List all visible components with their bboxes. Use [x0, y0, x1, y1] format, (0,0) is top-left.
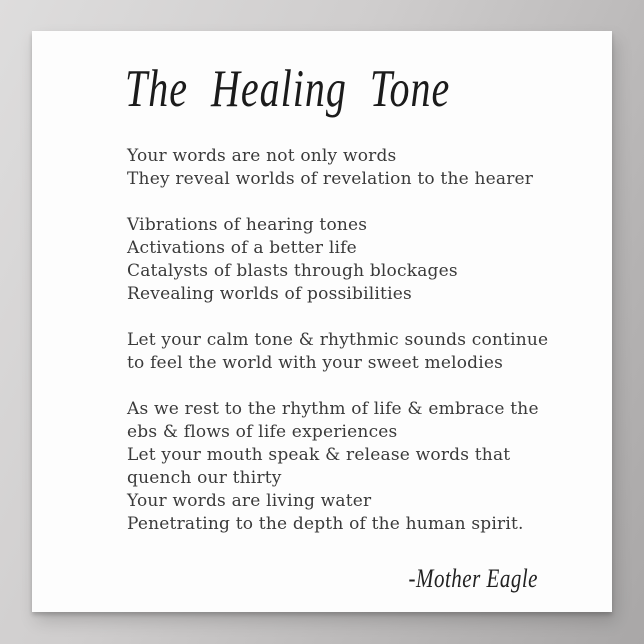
poem-body: [127, 145, 597, 559]
poem-line: Activations of a better life: [127, 238, 357, 258]
poem-line: Vibrations of hearing tones: [127, 215, 368, 235]
poster-title: The Healing Tone: [125, 58, 451, 118]
stanza-1: [127, 145, 597, 191]
poem-poster: [32, 31, 612, 612]
poem-line: Catalysts of blasts through blockages: [127, 261, 458, 281]
poem-line: Your words are living water: [127, 491, 372, 511]
poem-line: As we rest to the rhythm of life & embrace the: [127, 399, 539, 419]
poem-line: Penetrating to the depth of the human spirit.: [127, 514, 524, 534]
author-signature: -Mother Eagle: [408, 563, 538, 593]
poem-line: Revealing worlds of possibilities: [127, 284, 412, 304]
poem-line: Let your calm tone & rhythmic sounds continue: [127, 330, 549, 350]
poem-line: They reveal worlds of revelation to the hearer: [127, 169, 534, 189]
poem-line: Let your mouth speak & release words that: [127, 445, 511, 465]
poem-line: to feel the world with your sweet melodies: [127, 353, 504, 373]
poem-line: Your words are not only words: [127, 146, 397, 166]
stanza-4: [127, 398, 597, 536]
stanza-2: [127, 214, 597, 306]
poem-line: ebs & flows of life experiences: [127, 422, 398, 442]
poem-line: quench our thirty: [127, 468, 282, 488]
stanza-3: [127, 329, 597, 375]
